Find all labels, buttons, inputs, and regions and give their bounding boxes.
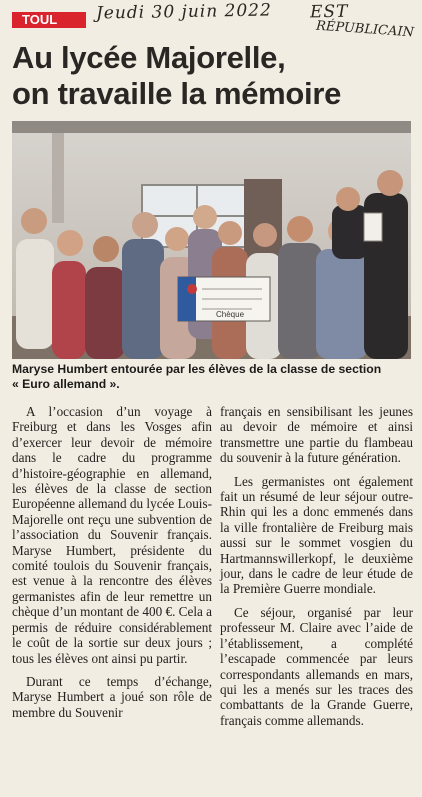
cheque-label: Chèque: [216, 310, 245, 319]
caption-line-2: « Euro allemand ».: [12, 377, 120, 391]
article-paragraph-1: A l’occasion d’un voyage à Freiburg et dans les Vosges afin d’exercer leur devoir de mémoire dans le cadre du programme d’histoire-géographie en allemand, les élèves de la classe de section Européenne allemand du lycée Louis-Majorelle ont reçu une subvention de l’association du Souvenir français. Maryse Humbert, présidente du comité toulois du Souvenir français, est venue à la rencontre des élèves germanistes afin de leur remettre un chèque d’un montant de 400 €. Cela a permis de réduire considérablement le coût de la sortie sur deux jours ; tous les élèves ont ainsi pu partir.: [12, 404, 212, 666]
article-paragraph-3: français en sensibilisant les jeunes au devoir de mémoire et ainsi transmettre une partie du flambeau du souvenir à la future génération.: [220, 404, 413, 466]
group-photo: [12, 121, 411, 359]
article-paragraph-4: Les germanistes ont également fait un résumé de leur séjour outre-Rhin qui les a donc emmenés dans la ville frontalière de Freiburg mais aussi sur le sommet vosgien du Hartmannswillerkopf, le deuxième jour, dans le cadre de leur étude de la Première Guerre mondiale.: [220, 473, 413, 597]
handwritten-source: EST: [309, 1, 349, 23]
handwritten-date: Jeudi 30 juin 2022: [95, 0, 273, 24]
headline-line-2: on travaille la mémoire: [12, 76, 342, 111]
article-column-2: [220, 404, 413, 728]
article-paragraph-5: Ce séjour, organisé par leur professeur M. Claire avec l’aide de l’établissement, a complété l’escapade commencée par leurs correspondants allemands en mars, qui les a menés sur les traces des combattants de la Grande Guerre, français comme allemands.: [220, 604, 413, 728]
article-paragraph-2: Durant ce temps d’échange, Maryse Humbert a joué son rôle de membre du Souvenir: [12, 673, 212, 720]
section-tag: TOUL: [12, 12, 86, 28]
cheque: [178, 277, 270, 321]
handwritten-source-2: RÉPUBLICAIN: [315, 18, 415, 41]
headline-line-1: Au lycée Majorelle,: [12, 40, 286, 75]
article-column-1: [12, 404, 212, 720]
photo-caption: [12, 362, 412, 392]
caption-line-1: Maryse Humbert entourée par les élèves de la classe de section: [12, 362, 382, 376]
group-photo-illustration: [12, 121, 411, 359]
headline: [12, 40, 412, 112]
